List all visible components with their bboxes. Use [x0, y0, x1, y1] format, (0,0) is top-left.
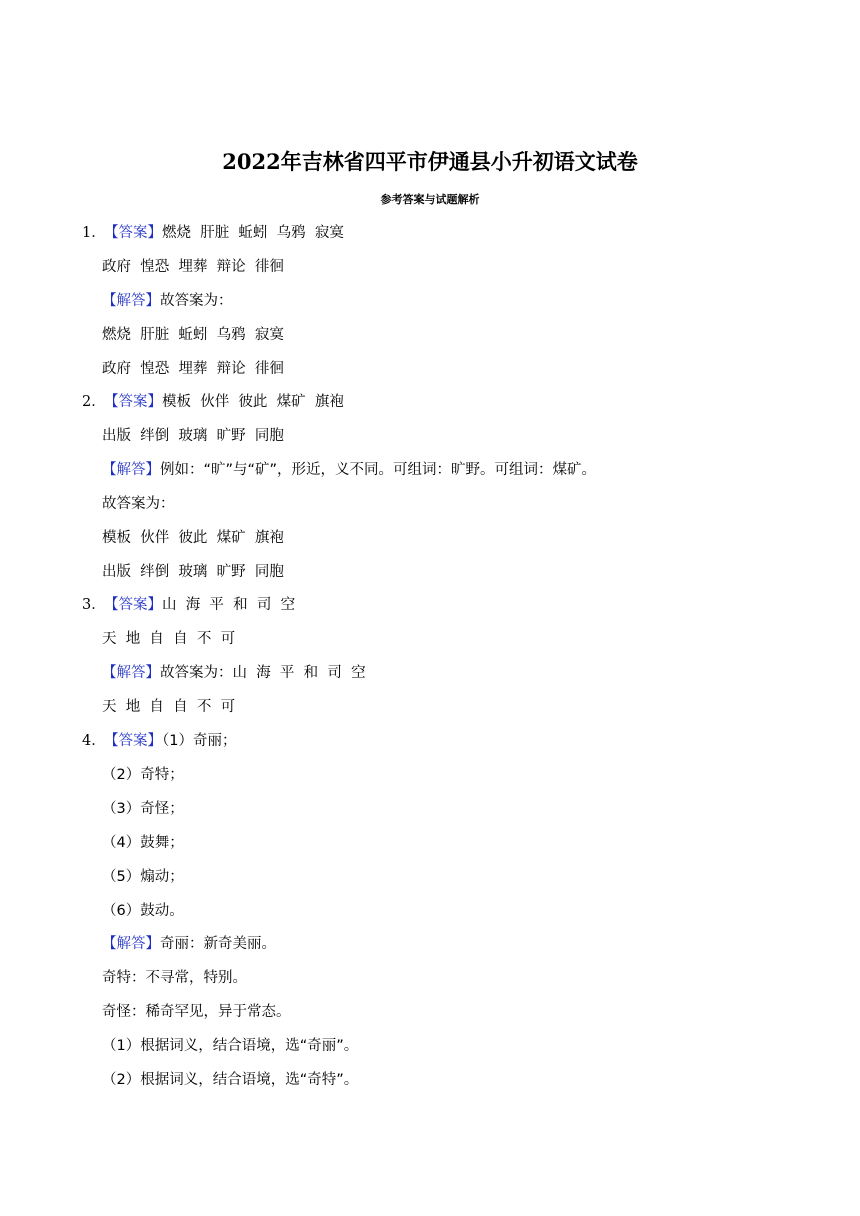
q1-analysis-line: [102, 291, 233, 311]
answer-tag: 【答案】: [104, 597, 162, 613]
q4-note: 奇特：不寻常，特别。: [102, 970, 247, 986]
answer-tag: 【答案】: [104, 225, 162, 241]
q4-item: （5）煽动；: [102, 869, 184, 885]
q1-line5: 政府 惶恐 埋葬 辩论 徘徊: [102, 361, 284, 377]
q4-note: 奇怪：稀奇罕见，异于常态。: [102, 1004, 291, 1020]
q1-number: 1．: [82, 225, 106, 241]
q3-number: 3．: [82, 597, 106, 613]
q4-answer-line: [104, 731, 236, 751]
q2-answer-text: 模板 伙伴 彼此 煤矿 旗袍: [162, 394, 344, 410]
q2-answer-line: [104, 392, 344, 412]
q2-number: 2．: [82, 394, 106, 410]
q4-item: （6）鼓动。: [102, 903, 184, 919]
q4-number: 4．: [82, 733, 106, 749]
q4-item: （2）奇特；: [102, 767, 184, 783]
q4-analysis-line: [102, 934, 276, 954]
q1-line2: 政府 惶恐 埋葬 辩论 徘徊: [102, 259, 284, 275]
q4-item: （3）奇怪；: [102, 801, 184, 817]
answer-tag: 【答案】: [104, 394, 162, 410]
analysis-tag: 【解答】: [102, 462, 160, 478]
analysis-tag: 【解答】: [102, 293, 160, 309]
answer-tag: 【答案】: [104, 733, 162, 749]
q1-analysis-text: 故答案为：: [160, 293, 233, 309]
q3-answer-line: [104, 595, 295, 615]
q2-analysis-text: 例如：“旷”与“矿”，形近，义不同。可组词：旷野。可组词：煤矿。: [160, 462, 597, 478]
analysis-tag: 【解答】: [102, 665, 160, 681]
q1-line4: 燃烧 肝脏 蚯蚓 乌鸦 寂寞: [102, 327, 284, 343]
q1-answer-text: 燃烧 肝脏 蚯蚓 乌鸦 寂寞: [162, 225, 344, 241]
q4-answer-text: （1）奇丽；: [162, 733, 237, 749]
q2-analysis-line: [102, 460, 596, 480]
q2-line5: 模板 伙伴 彼此 煤矿 旗袍: [102, 530, 284, 546]
q3-analysis-line: [102, 663, 366, 683]
q2-line4: 故答案为：: [102, 496, 175, 512]
q4-note: （1）根据词义，结合语境，选“奇丽”。: [102, 1038, 359, 1054]
q3-line2: 天 地 自 自 不 可: [102, 631, 236, 647]
q3-analysis-text: 故答案为：山 海 平 和 司 空: [160, 665, 366, 681]
page-subtitle: 参考答案与试题解析: [380, 193, 480, 206]
page-title: 2022年吉林省四平市伊通县小升初语文试卷: [222, 149, 638, 174]
q3-line4: 天 地 自 自 不 可: [102, 699, 236, 715]
q4-note: （2）根据词义，结合语境，选“奇特”。: [102, 1072, 359, 1088]
q3-answer-text: 山 海 平 和 司 空: [162, 597, 296, 613]
q4-item: （4）鼓舞；: [102, 835, 184, 851]
q4-analysis-text: 奇丽：新奇美丽。: [160, 936, 276, 952]
analysis-tag: 【解答】: [102, 936, 160, 952]
q1-answer-line: [104, 223, 344, 243]
q2-line2: 出版 绊倒 玻璃 旷野 同胞: [102, 428, 284, 444]
q2-line6: 出版 绊倒 玻璃 旷野 同胞: [102, 564, 284, 580]
